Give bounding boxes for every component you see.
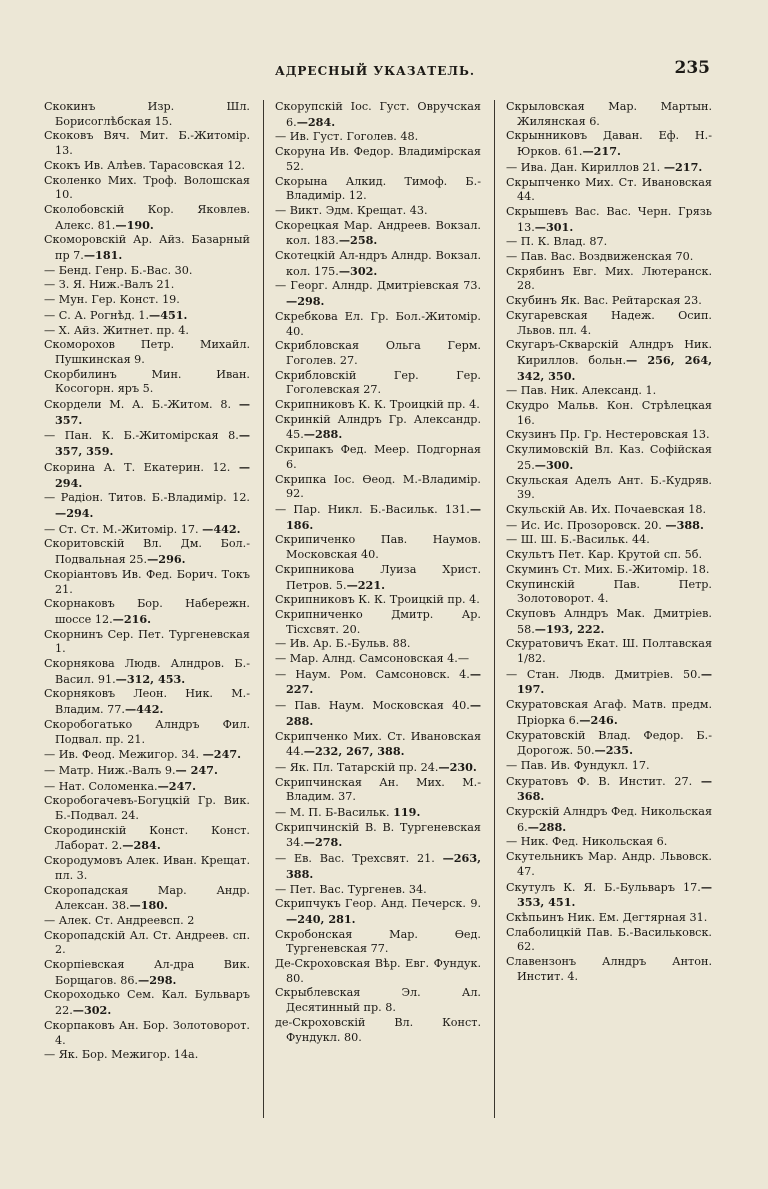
- directory-entry: Слаболицкій Пав. Б.-Васильковск. 62.: [506, 925, 712, 954]
- directory-entry: — Пав. Наум. Московская 40.—288.: [275, 698, 481, 728]
- directory-entry: — Викт. Эдм. Крещат. 43.: [275, 203, 428, 217]
- directory-entry: Скуратовъ Ф. В. Инстит. 27. —368.: [506, 773, 712, 804]
- directory-entry: — Ев. Вас. Трехсвят. 21. —263, 388.: [275, 851, 481, 881]
- directory-entry: — Георг. Алндр. Дмитріевская 73.—298.: [275, 279, 481, 309]
- directory-entry: — Радіон. Титов. Б.-Владимір. 12.—294.: [44, 491, 250, 520]
- directory-entry: Скрипниковъ К. К. Троицкій пр. 4.: [275, 593, 480, 607]
- directory-entry: Скрипчукъ Геор. Анд. Печерск. 9.—240, 281.: [275, 897, 481, 926]
- directory-entry: — Ив. Феод. Межигор. 34. —247.: [44, 747, 242, 762]
- directory-entry: Скубинъ Як. Вас. Рейтарская 23.: [506, 294, 702, 308]
- directory-entry: Скугаревская Надеж. Осип. Львов. пл. 4.: [506, 308, 712, 337]
- directory-entry: — Як. Пл. Татарскій пр. 24.—230.: [275, 759, 477, 774]
- directory-entry: Сколобовскій Кор. Яковлев. Алекс. 81.—190.: [44, 202, 250, 232]
- directory-entry: Скокинъ Изр. Шл. Борисоглѣбская 15.: [44, 100, 250, 128]
- directory-entry: Скульская Аделъ Ант. Б.-Кудряв. 39.: [506, 473, 712, 502]
- directory-entry: Скрипка Іос. Ѳеод. М.-Владимір. 92.: [275, 472, 481, 501]
- directory-entry: Скутулъ К. Я. Б.-Бульваръ 17.—353, 451.: [506, 879, 712, 910]
- directory-entry: Скоморохов Петр. Михайл. Пушкинская 9.: [44, 338, 250, 366]
- directory-entry: Скотецкій Ал-ндръ Алндр. Вокзал. кол. 175.—302.: [275, 249, 481, 278]
- directory-entry: Скорпаковъ Ан. Бор. Золотоворот. 4.: [44, 1018, 250, 1047]
- directory-entry: — Мун. Гер. Конст. 19.: [44, 293, 180, 307]
- directory-entry: Сколенко Мих. Троф. Волошская 10.: [44, 173, 250, 202]
- directory-entry: Скуратовскій Влад. Федор. Б.-Дорогож. 50.—235.: [506, 728, 712, 758]
- directory-entry: Скульскій Ав. Их. Почаевская 18.: [506, 502, 707, 516]
- directory-entry: — З. Я. Ниж.-Валъ 21.: [44, 278, 175, 292]
- directory-entry: Скоруна Ив. Федор. Владимірская 52.: [275, 145, 481, 173]
- directory-entry: Скуминъ Ст. Мих. Б.-Житомір. 18.: [506, 562, 710, 576]
- directory-entry: Скудро Мальв. Кон. Стрѣлецкая 16.: [506, 399, 712, 427]
- running-title: АДРЕСНЫЙ УКАЗАТЕЛЬ.: [274, 64, 476, 78]
- directory-entry: — Пет. Вас. Тургенев. 34.: [275, 882, 427, 896]
- directory-entry: — Матр. Ниж.-Валъ 9.— 247.: [44, 762, 218, 777]
- directory-entry: де-Скроховскій Вл. Конст. Фундукл. 80.: [275, 1015, 481, 1044]
- directory-entry: — Ник. Фед. Никольская 6.: [506, 835, 668, 849]
- directory-entry: — Алек. Ст. Андреевсп. 2: [44, 913, 195, 927]
- directory-columns: [44, 100, 712, 1130]
- directory-entry: Скрыпченко Мих. Ст. Ивановская 44.: [506, 175, 712, 204]
- directory-entry: Скрипниковъ К. К. Троицкій пр. 4.: [275, 398, 480, 412]
- directory-entry: Скугаръ-Скварскій Алндръ Ник. Кириллов. больн.— 256, 264, 342, 350.: [506, 338, 712, 383]
- directory-entry: Скрипченко Мих. Ст. Ивановская 44.—232, 267, 388.: [275, 729, 481, 759]
- directory-entry: Скоропадскій Ал. Ст. Андреев. сп. 2.: [44, 928, 250, 957]
- directory-entry: Скрибловская Ольга Герм. Гоголев. 27.: [275, 339, 481, 367]
- directory-entry: Скоковъ Вяч. Мит. Б.-Житомір. 13.: [44, 129, 250, 158]
- directory-entry: Скулимовскій Вл. Каз. Софійская 25.—300.: [506, 443, 712, 472]
- directory-entry: — Пан. К. Б.-Житомірская 8.—357, 359.: [44, 428, 250, 459]
- directory-entry: Скорнякова Людв. Алндров. Б.-Васил. 91.—312, 453.: [44, 657, 250, 686]
- directory-entry: Скультъ Пет. Кар. Крутой сп. 5б.: [506, 548, 703, 562]
- directory-entry: — Ш. Ш. Б.-Васильк. 44.: [506, 533, 650, 547]
- directory-entry: — Мар. Алнд. Самсоновская 4.—: [275, 652, 470, 666]
- directory-entry: Скробонская Мар. Ѳед. Тургеневская 77.: [275, 927, 481, 956]
- column-2: [275, 100, 481, 1130]
- directory-entry: — Стан. Людв. Дмитріев. 50.—197.: [506, 666, 712, 697]
- directory-entry: Скрышевъ Вас. Вас. Черн. Грязь 13.—301.: [506, 204, 712, 234]
- directory-entry: Скоритовскій Вл. Дм. Бол.-Подвальная 25.—296.: [44, 537, 250, 567]
- directory-entry: Скурскій Алндръ Фед. Никольская 6.—288.: [506, 805, 712, 834]
- directory-entry: Скорняковъ Леон. Ник. М.-Владим. 77.—442.: [44, 687, 250, 717]
- directory-entry: Скрябинъ Евг. Мих. Лютеранск. 28.: [506, 264, 712, 293]
- directory-entry: — Пар. Никл. Б.-Васильк. 131.—186.: [275, 501, 481, 532]
- directory-entry: Скоробогачевъ-Богуцкій Гр. Вик. Б.-Подвал. 24.: [44, 794, 250, 823]
- directory-entry: Скорнаковъ Бор. Набережн. шоссе 12.—216.: [44, 597, 250, 626]
- directory-entry: Скрипникова Луиза Христ. Петров. 5.—221.: [275, 562, 481, 592]
- page-number: 235: [674, 58, 710, 78]
- directory-entry: Скорецкая Мар. Андреев. Вокзал. кол. 183.—258.: [275, 218, 481, 248]
- directory-entry: Скорына Алкид. Тимоф. Б.-Владимір. 12.: [275, 174, 481, 203]
- directory-entry: — Ив. Ар. Б.-Бульв. 88.: [275, 637, 411, 651]
- directory-entry: — Ива. Дан. Кириллов 21. —217.: [506, 159, 703, 174]
- directory-entry: — Бенд. Генр. Б.-Вас. 30.: [44, 263, 193, 277]
- directory-entry: Скоморовскій Ар. Айз. Базарный пр 7.—181.: [44, 233, 250, 263]
- directory-entry: Скрибловскій Гер. Гер. Гоголевская 27.: [275, 368, 481, 397]
- directory-entry: Скрипниченко Дмитр. Ар. Тісхсвят. 20.: [275, 607, 481, 636]
- directory-entry: Скороходько Сем. Кал. Бульваръ 22.—302.: [44, 988, 250, 1018]
- directory-entry: Скорпіевская Ал-дра Вик. Борщагов. 86.—298.: [44, 958, 250, 987]
- directory-entry: Скорина А. Т. Екатерин. 12. —294.: [44, 459, 250, 490]
- directory-entry: Скоропадская Мар. Андр. Алексан. 38.—180.: [44, 883, 250, 913]
- directory-entry: Скрипакъ Фед. Меер. Подгорная 6.: [275, 443, 481, 471]
- directory-entry: Славензонъ Алндръ Антон. Инстит. 4.: [506, 955, 712, 983]
- directory-entry: Скрипчинская Ан. Мих. М.-Владим. 37.: [275, 775, 481, 804]
- directory-entry: Скородумовъ Алек. Иван. Крещат. пл. 3.: [44, 854, 250, 882]
- page-header: [40, 58, 710, 82]
- directory-entry: Скуповъ Алндръ Мак. Дмитріев. 58.—193, 222.: [506, 606, 712, 636]
- directory-entry: Скорбилинъ Мин. Иван. Косогорн. яръ 5.: [44, 367, 250, 396]
- directory-entry: Скребкова Ел. Гр. Бол.-Житомір. 40.: [275, 309, 481, 338]
- directory-entry: — Нат. Соломенка.—247.: [44, 778, 197, 793]
- directory-entry: — Наум. Ром. Самсоновск. 4.—227.: [275, 666, 481, 697]
- directory-entry: Скрынниковъ Даван. Еф. Н.-Юрков. 61.—217.: [506, 129, 712, 159]
- directory-entry: Скуратовичъ Екат. Ш. Полтавская 1/82.: [506, 637, 712, 666]
- directory-entry: — Х. Айз. Житнет. пр. 4.: [44, 323, 189, 337]
- directory-entry: Скрыловская Мар. Мартын. Жилянская 6.: [506, 100, 712, 128]
- directory-entry: Скуратовская Агаф. Матв. предм. Пріорка 6.—246.: [506, 698, 712, 727]
- directory-entry: Скоріантовъ Ив. Фед. Борич. Токъ 21.: [44, 567, 250, 596]
- directory-entry: Скородинскій Конст. Конст. Лаборат. 2.—284.: [44, 823, 250, 853]
- directory-entry: — Ст. Ст. М.-Житомір. 17. —442.: [44, 521, 241, 536]
- directory-entry: — Як. Бор. Межигор. 14а.: [44, 1048, 199, 1062]
- directory-entry: Скорупскій Іос. Густ. Овручская 6.—284.: [275, 100, 481, 129]
- directory-entry: — Пав. Ив. Фундукл. 17.: [506, 758, 650, 772]
- directory-entry: — Ис. Ис. Прозоровск. 20. —388.: [506, 517, 704, 532]
- directory-entry: — П. К. Влад. 87.: [506, 235, 608, 249]
- directory-entry: — Пав. Вас. Воздвиженская 70.: [506, 250, 694, 264]
- directory-entry: Де-Скроховская Вѣр. Евг. Фундук. 80.: [275, 957, 481, 985]
- directory-entry: Скупинскій Пав. Петр. Золотоворот. 4.: [506, 577, 712, 606]
- directory-entry: Скузинъ Пр. Гр. Нестеровская 13.: [506, 428, 710, 442]
- directory-entry: Скоробогатько Алндръ Фил. Подвал. пр. 21.: [44, 717, 250, 746]
- directory-entry: Скордели М. А. Б.-Житом. 8. —357.: [44, 397, 250, 427]
- directory-entry: Скрыблевская Эл. Ал. Десятинный пр. 8.: [275, 986, 481, 1015]
- directory-entry: Скокъ Ив. Алѣев. Тарасовская 12.: [44, 158, 246, 172]
- column-3: [506, 100, 712, 1130]
- column-1: [44, 100, 250, 1130]
- directory-entry: Скрипчинскій В. В. Тургеневская 34.—278.: [275, 820, 481, 850]
- directory-entry: — Пав. Ник. Александ. 1.: [506, 384, 657, 398]
- directory-entry: Скрипиченко Пав. Наумов. Московская 40.: [275, 533, 481, 562]
- directory-entry: Скѣпьинъ Ник. Ем. Дегтярная 31.: [506, 910, 708, 924]
- directory-entry: Скринкій Алндръ Гр. Александр. 45.—288.: [275, 412, 481, 442]
- directory-entry: — М. П. Б-Васильк. 119.: [275, 805, 421, 820]
- directory-entry: Скорнинъ Сер. Пет. Тургеневская 1.: [44, 627, 250, 656]
- directory-entry: — С. А. Рогнѣд. 1.—451.: [44, 307, 188, 322]
- directory-entry: — Ив. Густ. Гоголев. 48.: [275, 130, 419, 144]
- directory-entry: Скутельникъ Мар. Андр. Львовск. 47.: [506, 850, 712, 878]
